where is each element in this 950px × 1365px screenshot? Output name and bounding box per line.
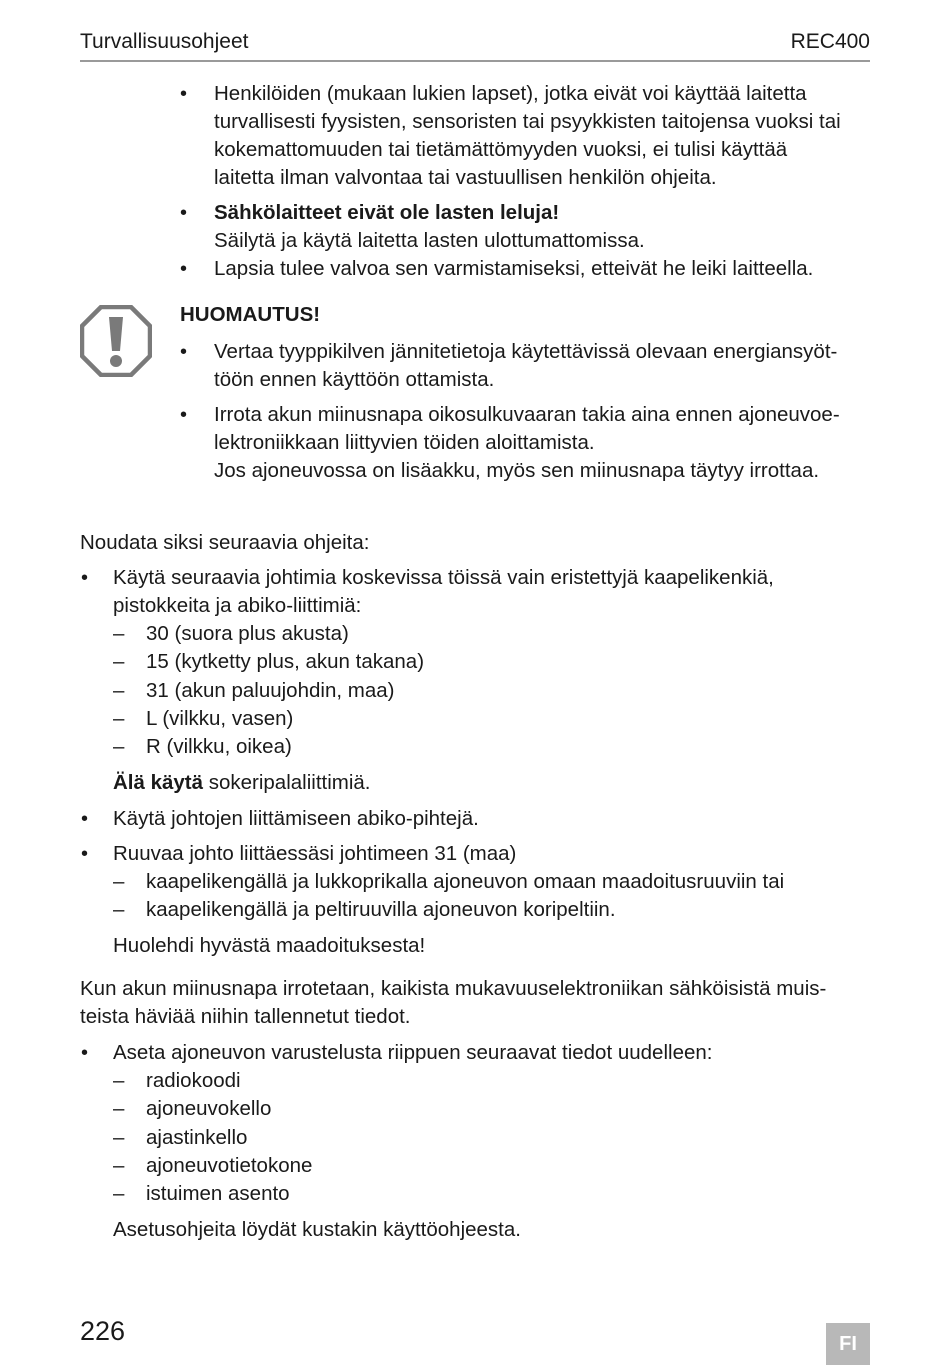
bullet: •: [180, 341, 188, 363]
sub-list-item: ajoneuvokello: [146, 1097, 272, 1120]
sub-list-item: 15 (kytketty plus, akun takana): [146, 650, 425, 673]
list-item-line: Ruuvaa johto liittäessäsi johtimeen 31 (maa): [113, 842, 517, 865]
dash: –: [113, 1126, 125, 1149]
bullet: •: [180, 202, 188, 224]
list-item-line: Säilytä ja käytä laitetta lasten ulottumattomissa.: [214, 229, 645, 252]
list-item-line: laitetta ilman valvontaa tai vastuullisen henkilön ohjeita.: [214, 166, 717, 189]
page-number: 226: [80, 1316, 126, 1346]
list-item-line: Henkilöiden (mukaan lukien lapset), jotka eivät voi käyttää laitetta: [214, 82, 807, 105]
paragraph-line: teista häviää niihin tallennetut tiedot.: [80, 1005, 411, 1028]
sub-list-item: R (vilkku, oikea): [146, 735, 292, 758]
list-item-line: Käytä seuraavia johtimia koskevissa töissä vain eristettyjä kaapelikenkiä,: [113, 566, 774, 589]
list-item-line: Jos ajoneuvossa on lisäakku, myös sen miinusnapa täytyy irrottaa.: [214, 459, 820, 482]
header-rule: [80, 60, 870, 62]
dash: –: [113, 1154, 125, 1177]
sub-list-item: istuimen asento: [146, 1182, 290, 1205]
list-item-line: lektroniikkaan liittyvien töiden aloittamista.: [214, 431, 595, 454]
dash: –: [113, 1069, 125, 1092]
list-item-line: töön ennen käyttöön ottamista.: [214, 368, 495, 391]
list-item-line: Vertaa tyyppikilven jännitetietoja käytettävissä olevaan energiansyöt-: [214, 340, 838, 363]
bullet: •: [180, 258, 188, 280]
note-bold: Älä käytä: [113, 771, 204, 794]
sub-list-item: ajastinkello: [146, 1126, 248, 1149]
header-section-title: Turvallisuusohjeet: [80, 30, 249, 53]
list-item-line: pistokkeita ja abiko-liittimiä:: [113, 594, 362, 617]
item-note: Asetusohjeita löydät kustakin käyttöohjeesta.: [113, 1218, 521, 1241]
dash: –: [113, 679, 125, 702]
list-item-line: Irrota akun miinusnapa oikosulkuvaaran takia aina ennen ajoneuvoe-: [214, 403, 840, 426]
sub-list-item: radiokoodi: [146, 1069, 241, 1092]
sub-list-item: L (vilkku, vasen): [146, 707, 294, 730]
header-model: REC400: [790, 30, 870, 53]
sub-list-item: ajoneuvotietokone: [146, 1154, 313, 1177]
bold-warning: Sähkölaitteet eivät ole lasten leluja!: [214, 201, 560, 224]
dash: –: [113, 1182, 125, 1205]
paragraph-line: Kun akun miinusnapa irrotetaan, kaikista mukavuuselektroniikan sähköisistä muis-: [80, 977, 827, 1000]
sub-list-item: kaapelikengällä ja lukkoprikalla ajoneuvon omaan maadoitusruuviin tai: [146, 870, 785, 893]
instructions-lead: Noudata siksi seuraavia ohjeita:: [80, 531, 370, 554]
warning-octagon-icon: [80, 305, 152, 377]
bullet: •: [81, 567, 89, 589]
list-item-line: Lapsia tulee valvoa sen varmistamiseksi, etteivät he leiki laitteella.: [214, 257, 814, 280]
sub-list-item: 31 (akun paluujohdin, maa): [146, 679, 395, 702]
bullet: •: [180, 404, 188, 426]
bullet: •: [180, 83, 188, 105]
bullet: •: [81, 843, 89, 865]
bullet: •: [81, 1042, 89, 1064]
list-item-line: turvallisesti fyysisten, sensoristen tai psyykkisten taitojensa vuoksi tai: [214, 110, 841, 133]
sub-list-item: 30 (suora plus akusta): [146, 622, 349, 645]
list-item-line: Käytä johtojen liittämiseen abiko-pihtejä.: [113, 807, 479, 830]
list-item-line: kokemattomuuden tai tietämättömyyden vuoksi, ei tulisi käyttää: [214, 138, 788, 161]
sub-list-item: kaapelikengällä ja peltiruuvilla ajoneuvon koripeltiin.: [146, 898, 616, 921]
bullet: •: [81, 808, 89, 830]
item-note: Huolehdi hyvästä maadoituksesta!: [113, 934, 426, 957]
language-badge: FI: [826, 1323, 870, 1365]
dash: –: [113, 870, 125, 893]
list-item-line: Aseta ajoneuvon varustelusta riippuen seuraavat tiedot uudelleen:: [113, 1041, 713, 1064]
notice-title: HUOMAUTUS!: [180, 303, 321, 326]
dash: –: [113, 898, 125, 921]
list-item-line: [214, 199, 559, 227]
item-note: [113, 769, 371, 797]
dash: –: [113, 707, 125, 730]
dash: –: [113, 735, 125, 758]
dash: –: [113, 622, 125, 645]
note-text: sokeripalaliittimiä.: [203, 771, 371, 794]
dash: –: [113, 650, 125, 673]
dash: –: [113, 1097, 125, 1120]
